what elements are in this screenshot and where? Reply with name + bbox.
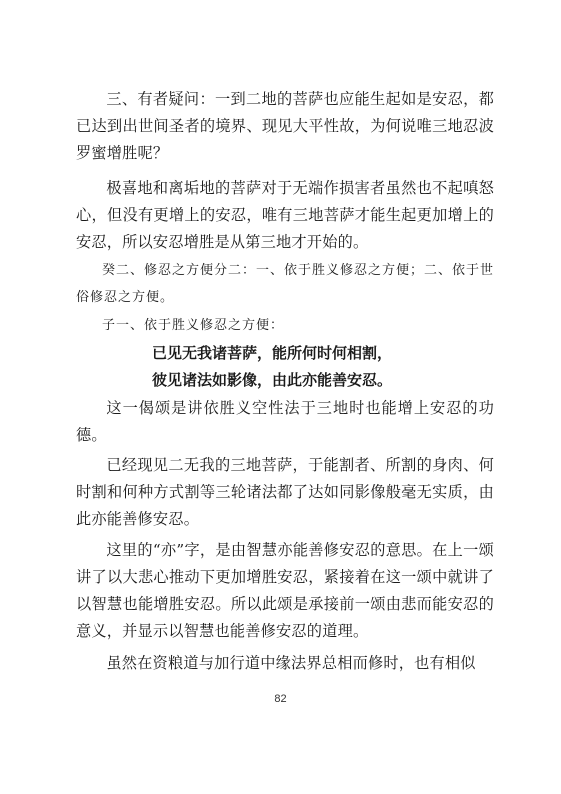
subsection-heading: 子一、依于胜义修忍之方便： (102, 318, 285, 333)
section-heading: 癸二、修忍之方便分二：一、依于胜义修忍之方便；二、依于世俗修忍之方便。 (76, 263, 495, 305)
verse-line-2: 彼见诸法如影像，由此亦能善安忍。 (152, 371, 393, 389)
paragraph-commentary: 这里的“亦”字，是由智慧亦能善修安忍的意思。在上一颂讲了以大悲心推动下更加增胜安忍，紧接着在这一颂中就讲了以智慧也能增胜安忍。所以此颂是承接前一颂由悲而能安忍的意义，并显示以智慧也能善修安忍的道理。 (76, 541, 494, 640)
paragraph-question: 三、有者疑问：一到二地的菩萨也应能生起如是安忍，都已达到出世间圣者的境界、现见大平性故，为何说唯三地忍波罗蜜增胜呢？ (76, 90, 494, 162)
page-number: 82 (274, 693, 287, 705)
paragraph-answer: 极喜地和离垢地的菩萨对于无端作损害者虽然也不起嗔怒心，但没有更增上的安忍，唯有三地菩萨才能生起更加增上的安忍，所以安忍增胜是从第三地才开始的。 (76, 179, 494, 251)
verse-line-1: 已见无我诸菩萨，能所何时何相割， (152, 344, 393, 362)
paragraph-continuation: 虽然在资粮道与加行道中缘法界总相而修时，也有相似 (106, 654, 476, 672)
paragraph-explanation: 已经现见二无我的三地菩萨，于能割者、所割的身肉、何时割和何种方式割等三轮诸法都了达如同影像般毫无实质，由此亦能善修安忍。 (76, 456, 494, 528)
paragraph-verse-intro: 这一偈颂是讲依胜义空性法于三地时也能增上安忍的功德。 (76, 399, 494, 444)
